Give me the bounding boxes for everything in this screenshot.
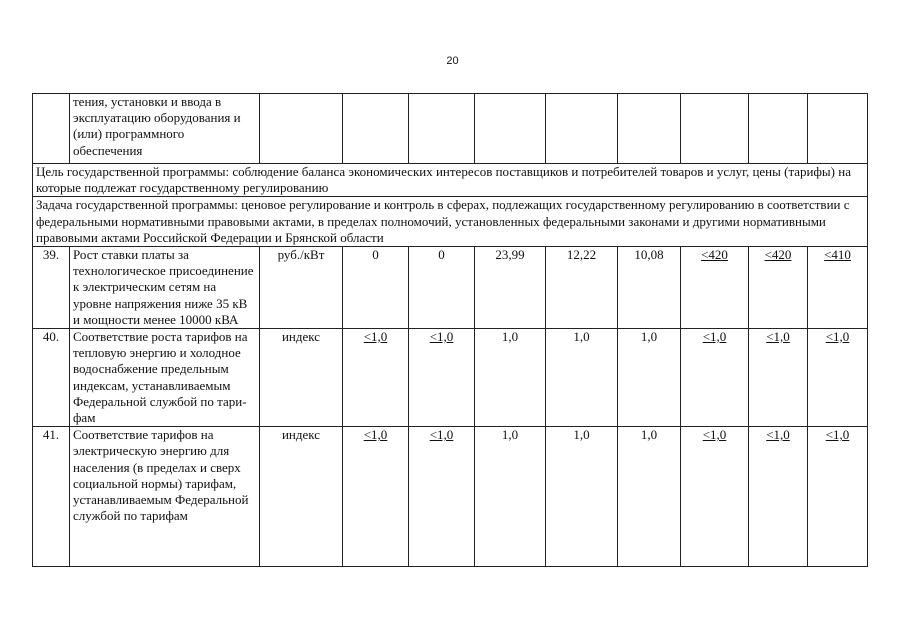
value-cell: 1,0 xyxy=(618,329,681,427)
value-cell: 1,0 xyxy=(475,329,546,427)
indicator-name: Рост ставки платы за технологическое присоединение к электрическим сетям на уровне напряжения ниже 35 кВ и мощности менее 10000 кВА xyxy=(70,247,260,329)
indicator-name: Соответствие тарифов на электрическую энергию для населения (в пределах и сверх социальной нормы) тарифам, устанавливаемым Федеральной службой по тарифам xyxy=(70,427,260,567)
table-row xyxy=(33,247,868,329)
value-cell xyxy=(546,94,618,164)
value-cell: <1,0 xyxy=(343,427,409,567)
unit-of-measure: индекс xyxy=(260,329,343,427)
indicator-name-cell: тения, установки и ввода в эксплуатацию оборудования и (или) программного обеспечения xyxy=(70,94,260,164)
row-number: 41. xyxy=(33,427,70,567)
value-cell: 1,0 xyxy=(475,427,546,567)
value-cell: <1,0 xyxy=(343,329,409,427)
indicator-name: Соответствие роста тарифов на тепловую энергию и холодное водоснабжение предельным индексам, устанавливаемым Федеральной службой по тарифам xyxy=(70,329,260,427)
row-number: 39. xyxy=(33,247,70,329)
value-cell xyxy=(618,94,681,164)
row-number: 40. xyxy=(33,329,70,427)
value-cell xyxy=(749,94,808,164)
unit-of-measure: индекс xyxy=(260,427,343,567)
value-cell: 1,0 xyxy=(546,427,618,567)
page-number: 20 xyxy=(446,55,459,67)
value-cell: <420 xyxy=(749,247,808,329)
value-cell: 0 xyxy=(409,247,475,329)
value-cell: <1,0 xyxy=(681,329,749,427)
value-cell: <1,0 xyxy=(681,427,749,567)
value-cell: <1,0 xyxy=(409,427,475,567)
row-number-cell xyxy=(33,94,70,164)
table-row-continuation xyxy=(33,94,868,164)
value-cell: 1,0 xyxy=(618,427,681,567)
value-cell: <1,0 xyxy=(749,427,808,567)
value-cell: <410 xyxy=(808,247,868,329)
table-row xyxy=(33,427,868,567)
program-task-row xyxy=(33,197,868,247)
unit-cell xyxy=(260,94,343,164)
unit-of-measure: руб./кВт xyxy=(260,247,343,329)
value-cell: 0 xyxy=(343,247,409,329)
value-cell: 10,08 xyxy=(618,247,681,329)
value-cell: <1,0 xyxy=(409,329,475,427)
value-cell: <1,0 xyxy=(808,329,868,427)
value-cell: <1,0 xyxy=(808,427,868,567)
value-cell xyxy=(343,94,409,164)
indicators-table xyxy=(32,93,868,567)
program-goal-row xyxy=(33,164,868,197)
value-cell: 23,99 xyxy=(475,247,546,329)
table-row xyxy=(33,329,868,427)
value-cell xyxy=(475,94,546,164)
value-cell: 1,0 xyxy=(546,329,618,427)
value-cell xyxy=(681,94,749,164)
value-cell: <1,0 xyxy=(749,329,808,427)
value-cell xyxy=(808,94,868,164)
value-cell: <420 xyxy=(681,247,749,329)
value-cell: 12,22 xyxy=(546,247,618,329)
value-cell xyxy=(409,94,475,164)
program-task-text: Задача государственной программы: ценовое регулирование и контроль в сферах, подлежащих государственному регулированию в соответствии с федеральными нормативными правовыми актами, в пределах полномочий, установленных федеральными законами и другими нормативными правовыми актами Российской Федерации и Брянской области xyxy=(33,197,868,247)
program-goal-text: Цель государственной программы: соблюдение баланса экономических интересов поставщиков и потребителей товаров и услуг, цены (тарифы) на которые подлежат государственному регулированию xyxy=(33,164,868,197)
